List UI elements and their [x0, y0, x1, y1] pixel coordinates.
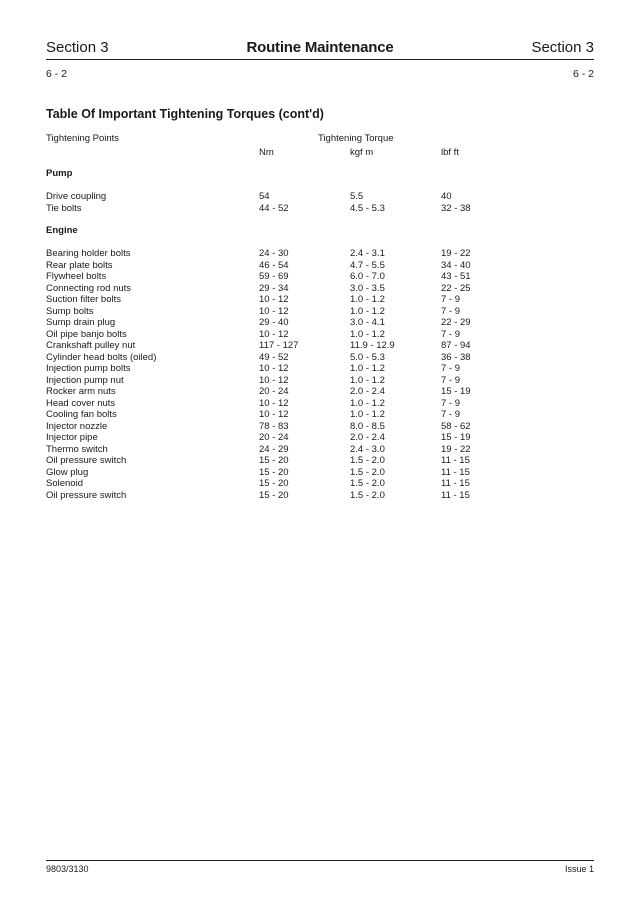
- torque-kgf-m: 3.0 - 3.5: [350, 282, 385, 294]
- table-row: [46, 432, 594, 444]
- torque-lbf-ft: 11 - 15: [441, 466, 470, 478]
- tightening-point: Oil pressure switch: [46, 489, 127, 501]
- tightening-point: Crankshaft pulley nut: [46, 340, 136, 351]
- table-row: [46, 191, 594, 203]
- torque-kgf-m: 1.0 - 1.2: [350, 374, 385, 386]
- torque-lbf-ft: 11 - 15: [441, 455, 470, 466]
- page-number-right: 6 - 2: [572, 68, 594, 80]
- torque-lbf-ft: 19 - 22: [441, 248, 471, 259]
- torque-lbf-ft: 7 - 9: [441, 409, 461, 420]
- torque-kgf-m: 1.5 - 2.0: [350, 466, 385, 478]
- torque-nm: 20 - 24: [259, 386, 289, 397]
- torque-nm: 49 - 52: [259, 351, 289, 363]
- tightening-point: Injector nozzle: [46, 420, 108, 432]
- page-footer: [46, 864, 594, 876]
- torque-lbf-ft: 36 - 38: [441, 351, 471, 363]
- torque-kgf-m: 1.5 - 2.0: [350, 489, 385, 501]
- page-number-left: 6 - 2: [46, 68, 68, 80]
- table-row: [46, 444, 594, 456]
- table-row: [46, 478, 594, 490]
- table-row: [46, 271, 594, 283]
- torque-nm: 10 - 12: [259, 305, 289, 317]
- torque-kgf-m: 2.4 - 3.1: [350, 248, 385, 259]
- torque-nm: 78 - 83: [259, 420, 289, 432]
- torque-nm: 20 - 24: [259, 432, 289, 443]
- tightening-point: Glow plug: [46, 466, 89, 478]
- table-row: [46, 283, 594, 295]
- torque-lbf-ft: 22 - 29: [441, 317, 471, 328]
- torque-kgf-m: 1.0 - 1.2: [350, 328, 385, 340]
- torque-kgf-m: 4.7 - 5.5: [350, 259, 385, 271]
- torque-nm: 15 - 20: [259, 489, 289, 501]
- page-number-bar: [46, 68, 594, 82]
- table-row: [46, 260, 594, 272]
- torque-kgf-m: 1.0 - 1.2: [350, 305, 385, 317]
- tightening-point: Oil pipe banjo bolts: [46, 328, 127, 340]
- section-heading: Engine: [46, 225, 78, 236]
- torque-nm: 10 - 12: [259, 374, 289, 386]
- torque-lbf-ft: 87 - 94: [441, 340, 471, 351]
- torque-nm: 29 - 34: [259, 282, 289, 294]
- table-row: [46, 363, 594, 375]
- torque-kgf-m: 11.9 - 12.9: [350, 340, 395, 351]
- torque-lbf-ft: 7 - 9: [441, 294, 461, 305]
- tightening-point: Cylinder head bolts (oiled): [46, 351, 157, 363]
- table-row: [46, 421, 594, 433]
- table-row: [46, 203, 594, 215]
- torque-lbf-ft: 22 - 25: [441, 282, 471, 294]
- torque-kgf-m: 2.0 - 2.4: [350, 386, 385, 397]
- tightening-point: Sump bolts: [46, 305, 94, 317]
- tightening-point: Suction filter bolts: [46, 294, 121, 305]
- table-row: [46, 455, 594, 467]
- torque-nm: 24 - 30: [259, 248, 289, 259]
- table-row: [46, 294, 594, 306]
- issue-number: Issue 1: [564, 864, 594, 874]
- torque-kgf-m: 3.0 - 4.1: [350, 317, 385, 328]
- torque-nm: 117 - 127: [259, 340, 299, 351]
- torque-kgf-m: 1.5 - 2.0: [350, 455, 385, 466]
- torque-nm: 10 - 12: [259, 397, 289, 409]
- torque-lbf-ft: 11 - 15: [441, 489, 470, 501]
- torque-kgf-m: 6.0 - 7.0: [350, 271, 385, 282]
- torque-lbf-ft: 7 - 9: [441, 363, 461, 374]
- column-header-points: Tightening Points: [46, 133, 120, 144]
- table-row: [46, 340, 594, 352]
- torque-kgf-m: 2.0 - 2.4: [350, 432, 385, 443]
- torque-nm: 15 - 20: [259, 478, 289, 489]
- torque-lbf-ft: 15 - 19: [441, 432, 471, 443]
- torque-kgf-m: 1.0 - 1.2: [350, 409, 385, 420]
- torque-lbf-ft: 7 - 9: [441, 328, 461, 340]
- table-row: [46, 248, 594, 260]
- column-header-lbf: lbf ft: [441, 147, 459, 158]
- tightening-point: Tie bolts: [46, 202, 82, 214]
- torque-kgf-m: 1.0 - 1.2: [350, 294, 385, 305]
- torque-kgf-m: 2.4 - 3.0: [350, 443, 385, 455]
- torque-nm: 54: [259, 191, 270, 202]
- torque-nm: 24 - 29: [259, 443, 289, 455]
- tightening-point: Thermo switch: [46, 443, 108, 455]
- torque-kgf-m: 1.0 - 1.2: [350, 397, 385, 409]
- torque-kgf-m: 1.5 - 2.0: [350, 478, 385, 489]
- tightening-point: Cooling fan bolts: [46, 409, 117, 420]
- torque-lbf-ft: 32 - 38: [441, 202, 471, 214]
- document-number: 9803/3130: [46, 864, 89, 874]
- tightening-point: Rear plate bolts: [46, 259, 113, 271]
- torque-lbf-ft: 7 - 9: [441, 397, 461, 409]
- torque-nm: 10 - 12: [259, 328, 289, 340]
- torque-lbf-ft: 43 - 51: [441, 271, 471, 282]
- torque-kgf-m: 5.0 - 5.3: [350, 351, 385, 363]
- torque-nm: 44 - 52: [259, 202, 289, 214]
- table-row: [46, 490, 594, 502]
- torque-nm: 46 - 54: [259, 259, 289, 271]
- torque-lbf-ft: 34 - 40: [441, 259, 471, 271]
- torque-lbf-ft: 7 - 9: [441, 374, 461, 386]
- tightening-point: Oil pressure switch: [46, 455, 127, 466]
- torque-kgf-m: 8.0 - 8.5: [350, 420, 385, 432]
- tightening-point: Sump drain plug: [46, 317, 116, 328]
- torque-nm: 10 - 12: [259, 363, 289, 374]
- table-row: [46, 386, 594, 398]
- tightening-point: Flywheel bolts: [46, 271, 107, 282]
- torque-kgf-m: 1.0 - 1.2: [350, 363, 385, 374]
- torque-nm: 15 - 20: [259, 455, 289, 466]
- header-title: Routine Maintenance: [246, 39, 394, 56]
- tightening-point: Rocker arm nuts: [46, 386, 116, 397]
- column-header-kgf: kgf m: [350, 147, 374, 158]
- table-row: [46, 398, 594, 410]
- section-heading: Pump: [46, 168, 73, 179]
- torque-lbf-ft: 7 - 9: [441, 305, 461, 317]
- table-row: [46, 306, 594, 318]
- table-row: [46, 329, 594, 341]
- tightening-point: Bearing holder bolts: [46, 248, 131, 259]
- tightening-point: Injector pipe: [46, 432, 98, 443]
- torque-table: [46, 167, 594, 501]
- tightening-point: Head cover nuts: [46, 397, 116, 409]
- header-divider: [46, 59, 594, 60]
- tightening-point: Connecting rod nuts: [46, 282, 132, 294]
- torque-nm: 10 - 12: [259, 409, 289, 420]
- table-row: [46, 409, 594, 421]
- torque-nm: 29 - 40: [259, 317, 289, 328]
- torque-lbf-ft: 15 - 19: [441, 386, 471, 397]
- table-row: [46, 352, 594, 364]
- column-header-nm: Nm: [259, 147, 274, 158]
- torque-lbf-ft: 11 - 15: [441, 478, 470, 489]
- tightening-point: Injection pump bolts: [46, 363, 131, 374]
- tightening-point: Solenoid: [46, 478, 83, 489]
- torque-kgf-m: 4.5 - 5.3: [350, 202, 385, 214]
- torque-nm: 59 - 69: [259, 271, 289, 282]
- header-section-right: Section 3: [531, 39, 594, 56]
- tightening-point: Drive coupling: [46, 191, 107, 202]
- torque-lbf-ft: 40: [441, 191, 452, 202]
- table-row: [46, 375, 594, 387]
- header-section-left: Section 3: [46, 39, 109, 56]
- tightening-point: Injection pump nut: [46, 374, 124, 386]
- footer-divider: [46, 860, 594, 861]
- column-header-torque: Tightening Torque: [318, 133, 394, 144]
- torque-kgf-m: 5.5: [350, 191, 364, 202]
- page-header: [46, 39, 594, 59]
- torque-nm: 10 - 12: [259, 294, 289, 305]
- torque-lbf-ft: 58 - 62: [441, 420, 471, 432]
- torque-lbf-ft: 19 - 22: [441, 443, 471, 455]
- torque-nm: 15 - 20: [259, 466, 289, 478]
- table-row: [46, 467, 594, 479]
- table-row: [46, 317, 594, 329]
- table-title: Table Of Important Tightening Torques (cont'd): [46, 107, 324, 121]
